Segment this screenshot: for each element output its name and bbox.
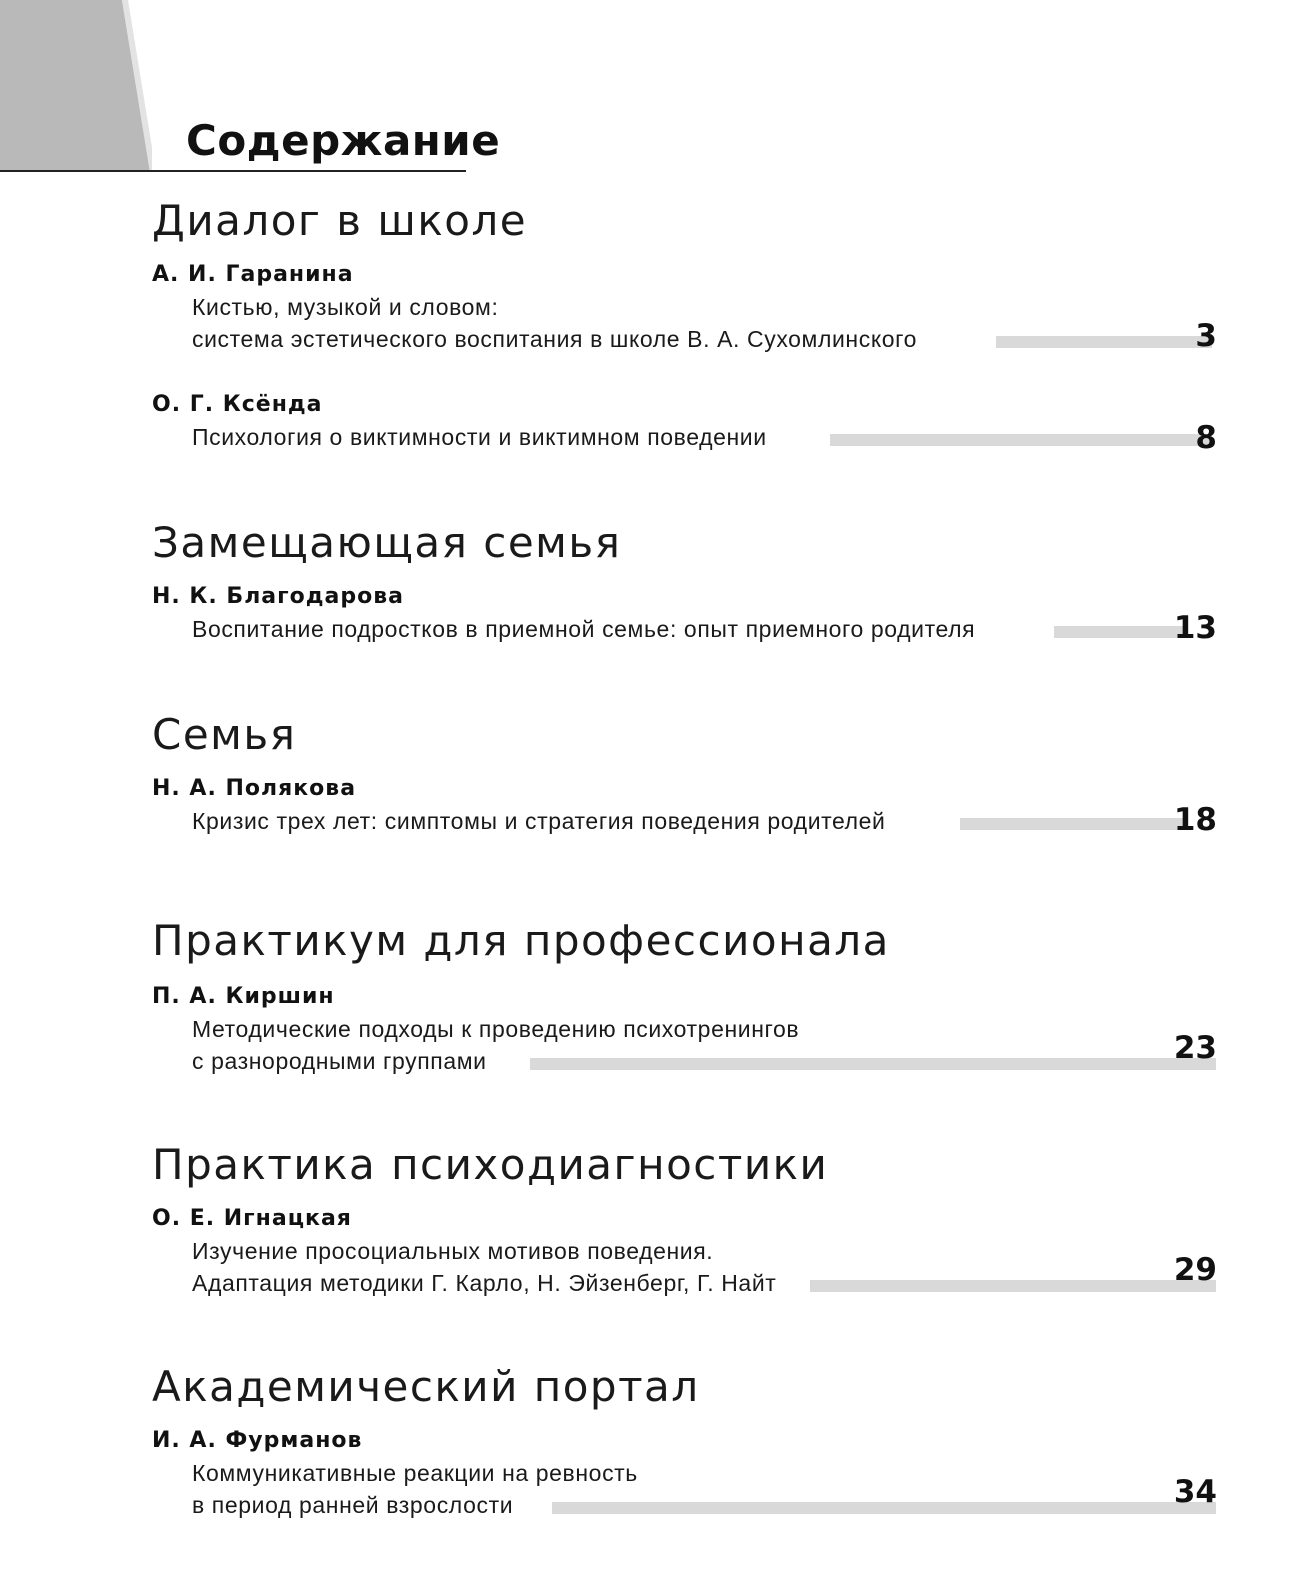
entry-author: Н. А. Полякова: [152, 776, 357, 801]
page-number[interactable]: 29: [1173, 1252, 1217, 1288]
entry-author: И. А. Фурманов: [152, 1428, 363, 1453]
page-number[interactable]: 18: [1173, 802, 1217, 838]
entry-title-line[interactable]: система эстетического воспитания в школе В. А. Сухомлинского: [192, 326, 918, 352]
page-number[interactable]: 13: [1173, 610, 1217, 646]
title-underline: [0, 170, 466, 172]
entry-title-line[interactable]: Изучение просоциальных мотивов поведения.: [192, 1238, 714, 1264]
section-heading: Практикум для профессионала: [152, 916, 890, 965]
page-number[interactable]: 3: [1195, 318, 1217, 354]
entry-title-line[interactable]: Психология о виктимности и виктимном поведении: [192, 424, 767, 450]
dot-leader: [552, 1502, 1216, 1514]
entry-title-line[interactable]: с разнородными группами: [192, 1048, 487, 1074]
section-heading: Академический портал: [152, 1362, 700, 1411]
page-number[interactable]: 23: [1173, 1030, 1217, 1066]
entry-title-line[interactable]: Кистью, музыкой и словом:: [192, 294, 499, 320]
page-number[interactable]: 34: [1173, 1474, 1217, 1510]
entry-title-line[interactable]: Методические подходы к проведению психотренингов: [192, 1016, 800, 1042]
section-heading: Практика психодиагностики: [152, 1140, 829, 1189]
section-heading: Семья: [152, 710, 297, 759]
dot-leader: [530, 1058, 1216, 1070]
entry-title-line[interactable]: в период ранней взрослости: [192, 1492, 514, 1518]
entry-author: О. Е. Игнацкая: [152, 1206, 352, 1231]
entry-author: П. А. Киршин: [152, 984, 335, 1009]
section-heading: Замещающая семья: [152, 518, 622, 567]
entry-title-line[interactable]: Адаптация методики Г. Карло, Н. Эйзенберг, Г. Найт: [192, 1270, 777, 1296]
entry-author: О. Г. Ксёнда: [152, 392, 323, 417]
entry-title-line[interactable]: Воспитание подростков в приемной семье: опыт приемного родителя: [192, 616, 976, 642]
page-title: Содержание: [186, 116, 501, 165]
entry-author: Н. К. Благодарова: [152, 584, 405, 609]
entry-author: А. И. Гаранина: [152, 262, 354, 287]
page-number[interactable]: 8: [1195, 420, 1217, 456]
entry-title-line[interactable]: Коммуникативные реакции на ревность: [192, 1460, 638, 1486]
entry-title-line[interactable]: Кризис трех лет: симптомы и стратегия поведения родителей: [192, 808, 886, 834]
section-heading: Диалог в школе: [152, 196, 528, 245]
